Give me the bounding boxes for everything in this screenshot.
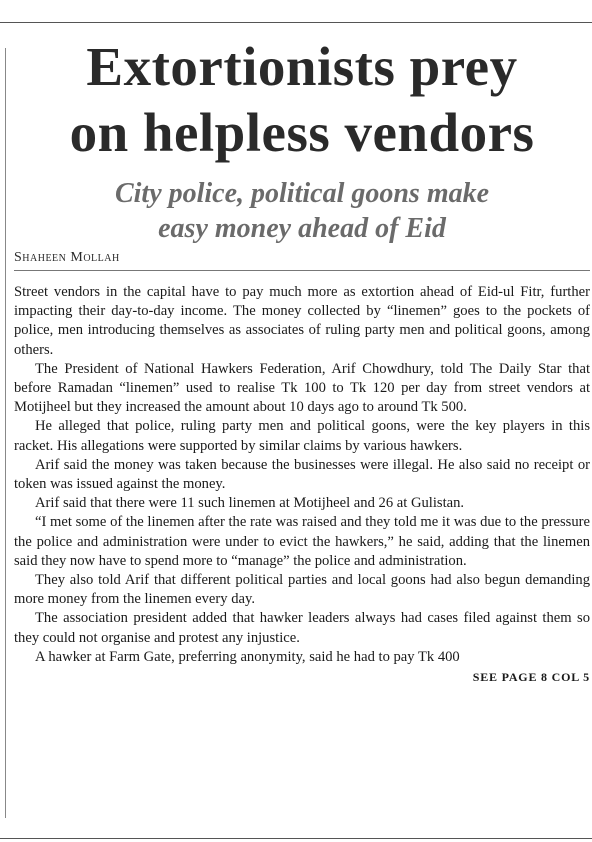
byline: Shaheen Mollah — [14, 250, 120, 265]
subheadline — [14, 176, 590, 246]
top-rule — [0, 22, 592, 23]
byline-rule — [14, 270, 590, 271]
paragraph-3: He alleged that police, ruling party men and political goons, were the key players in this racket. His allegations were supported by similar claims by various hawkers. — [14, 418, 590, 454]
column-rule — [5, 48, 6, 818]
continued-on-link[interactable]: SEE PAGE 8 COL 5 — [472, 670, 590, 685]
paragraph-2: The President of National Hawkers Federation, Arif Chowdhury, told The Daily Star that before Ramadan “linemen” used to realise Tk 100 to Tk 120 per day from street vendors at Motijheel but they increased the amount about 10 days ago to around Tk 500. — [14, 360, 590, 416]
subheadline-line-2: easy money ahead of Eid — [158, 213, 446, 244]
article-body — [14, 283, 590, 667]
paragraph-9: A hawker at Farm Gate, preferring anonymity, said he had to pay Tk 400 — [35, 648, 460, 665]
headline-line-1: Extortionists prey — [86, 36, 518, 97]
paragraph-5: Arif said that there were 11 such linemen at Motijheel and 26 at Gulistan. — [35, 495, 465, 512]
paragraph-1: Street vendors in the capital have to pay much more as extortion ahead of Eid-ul Fitr, further impacting their day-to-day income. The money collected by “linemen” goes to the pockets of police, men introducing themselves as associates of ruling party men and political goons, among others. — [14, 284, 590, 358]
paragraph-4: Arif said the money was taken because the businesses were illegal. He also said no receipt or token was issued against the money. — [14, 456, 590, 493]
paragraph-7: They also told Arif that different political parties and local goons had also begun demanding more money from the linemen every day. — [14, 572, 590, 608]
paragraph-6: “I met some of the linemen after the rate was raised and they told me it was due to the pressure the police and administration were under to evict the hawkers,” he said, adding that the linemen said they now have to spend more to “manage” the police and administration. — [14, 514, 590, 569]
headline-line-2: on helpless vendors — [69, 102, 535, 163]
paragraph-8: The association president added that hawker leaders always had cases filed against them so they could not organise and protest any injustice. — [14, 610, 590, 646]
subheadline-line-1: City police, political goons make — [114, 178, 490, 209]
article — [14, 30, 590, 685]
bottom-rule — [0, 838, 592, 839]
headline — [14, 30, 590, 166]
